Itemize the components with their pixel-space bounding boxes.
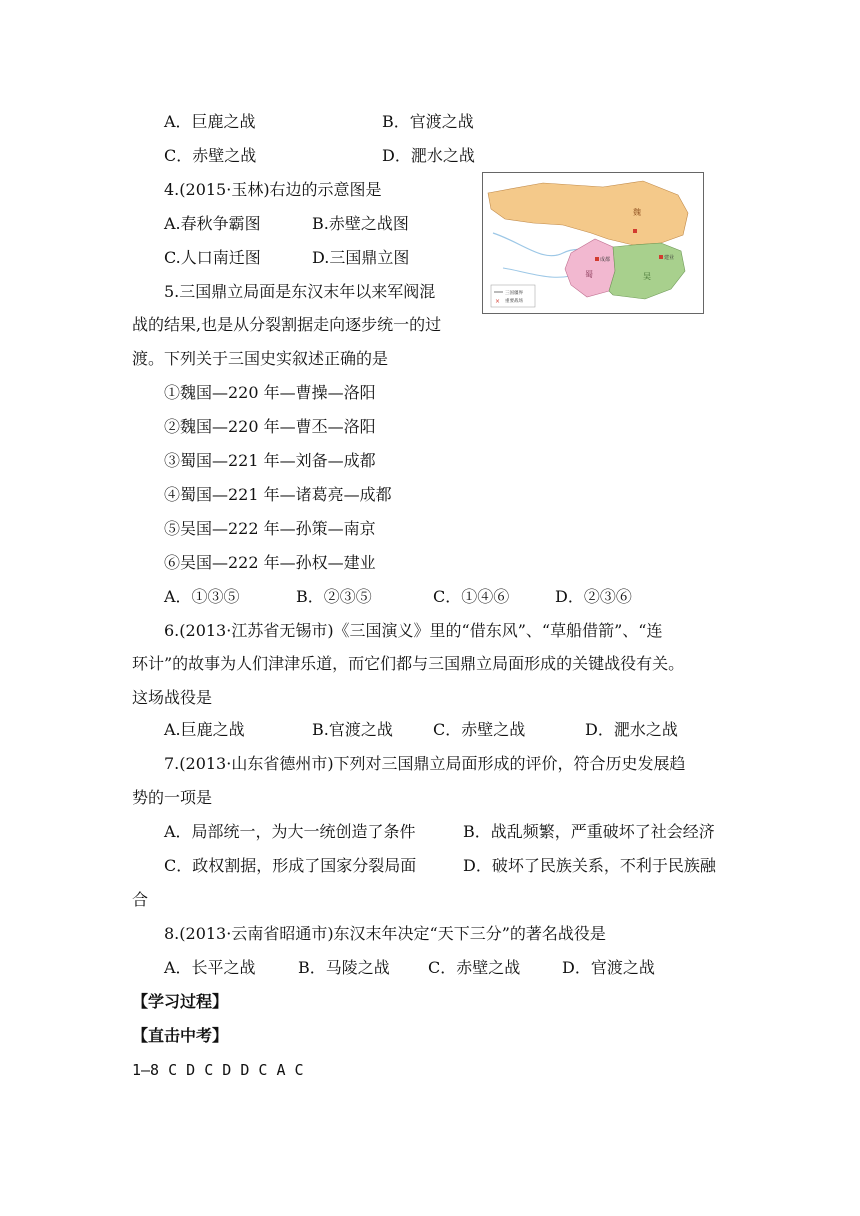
q7-stem-line-2: 势的一项是 — [132, 788, 213, 807]
q3-option-c: C．赤壁之战 — [164, 146, 257, 165]
q5-item-5: ⑤吴国—222 年—孙策—南京 — [164, 519, 376, 538]
q7-option-b: B．战乱频繁，严重破坏了社会经济 — [463, 822, 715, 841]
q7-option-d: D．破坏了民族关系，不利于民族融 — [463, 856, 716, 875]
q3-option-b: B．官渡之战 — [382, 112, 474, 131]
map-label-wei: 魏 — [633, 208, 641, 217]
q8-stem: 8.(2013·云南省昭通市)东汉末年决定“天下三分”的著名战役是 — [164, 924, 606, 943]
q5-item-1: ①魏国—220 年—曹操—洛阳 — [164, 383, 376, 402]
map-city-jianye: 建业 — [664, 255, 675, 261]
q5-option-c: C．①④⑥ — [433, 587, 510, 606]
three-kingdoms-map — [482, 172, 704, 314]
q5-option-b: B．②③⑤ — [296, 587, 372, 606]
map-legend-border: 三国疆界 — [505, 291, 523, 296]
q4-option-b: B.赤壁之战图 — [312, 214, 409, 233]
q7-option-c: C．政权割据，形成了国家分裂局面 — [164, 856, 417, 875]
map-graphic — [483, 173, 703, 313]
q6-option-b: B.官渡之战 — [312, 720, 393, 739]
q4-option-a: A.春秋争霸图 — [164, 214, 261, 233]
q5-item-3: ③蜀国—221 年—刘备—成都 — [164, 451, 376, 470]
q5-stem-line-1: 5.三国鼎立局面是东汉末年以来军阀混 — [164, 282, 436, 301]
q7-option-d-wrap: 合 — [132, 890, 149, 909]
q5-item-2: ②魏国—220 年—曹丕—洛阳 — [164, 417, 376, 436]
map-city-chengdu: 成都 — [600, 257, 611, 263]
q8-option-a: A．长平之战 — [164, 958, 256, 977]
q5-stem-line-3: 渡。下列关于三国史实叙述正确的是 — [132, 349, 389, 368]
q6-option-d: D．淝水之战 — [585, 720, 678, 739]
q5-item-6: ⑥吴国—222 年—孙权—建业 — [164, 553, 376, 572]
q8-option-c: C．赤壁之战 — [428, 958, 521, 977]
q5-stem-line-2: 战的结果,也是从分裂割据走向逐步统一的过 — [132, 315, 442, 334]
q5-option-d: D．②③⑥ — [555, 587, 632, 606]
q4-option-d: D.三国鼎立图 — [312, 248, 410, 267]
q7-option-a: A．局部统一，为大一统创造了条件 — [164, 822, 416, 841]
q5-option-a: A．①③⑤ — [164, 587, 240, 606]
map-label-shu: 蜀 — [585, 270, 593, 279]
q4-option-c: C.人口南迁图 — [164, 248, 261, 267]
q3-option-d: D．淝水之战 — [382, 146, 475, 165]
q3-option-a: A．巨鹿之战 — [164, 112, 256, 131]
q5-item-4: ④蜀国—221 年—诸葛亮—成都 — [164, 485, 392, 504]
q6-stem-line-2: 环计”的故事为人们津津乐道，而它们都与三国鼎立局面形成的关键战役有关。 — [132, 654, 685, 673]
q6-option-a: A.巨鹿之战 — [164, 720, 245, 739]
svg-text:×: × — [495, 298, 501, 305]
q6-option-c: C．赤壁之战 — [433, 720, 526, 739]
answer-key: 1—8 C D C D D C A C — [132, 1061, 304, 1079]
q4-stem: 4.(2015·玉林)右边的示意图是 — [164, 180, 382, 199]
q6-stem-line-3: 这场战役是 — [132, 688, 213, 707]
q8-option-d: D．官渡之战 — [562, 958, 655, 977]
q6-stem-line-1: 6.(2013·江苏省无锡市)《三国演义》里的“借东风”、“草船借箭”、“连 — [164, 621, 663, 640]
map-legend-battle: 重要战场 — [505, 299, 523, 304]
section-learning-process: 【学习过程】 — [132, 992, 229, 1011]
q7-stem-line-1: 7.(2013·山东省德州市)下列对三国鼎立局面形成的评价，符合历史发展趋 — [164, 754, 686, 773]
q8-option-b: B．马陵之战 — [298, 958, 390, 977]
section-direct-exam: 【直击中考】 — [132, 1026, 229, 1045]
map-label-wu: 吴 — [643, 272, 651, 281]
